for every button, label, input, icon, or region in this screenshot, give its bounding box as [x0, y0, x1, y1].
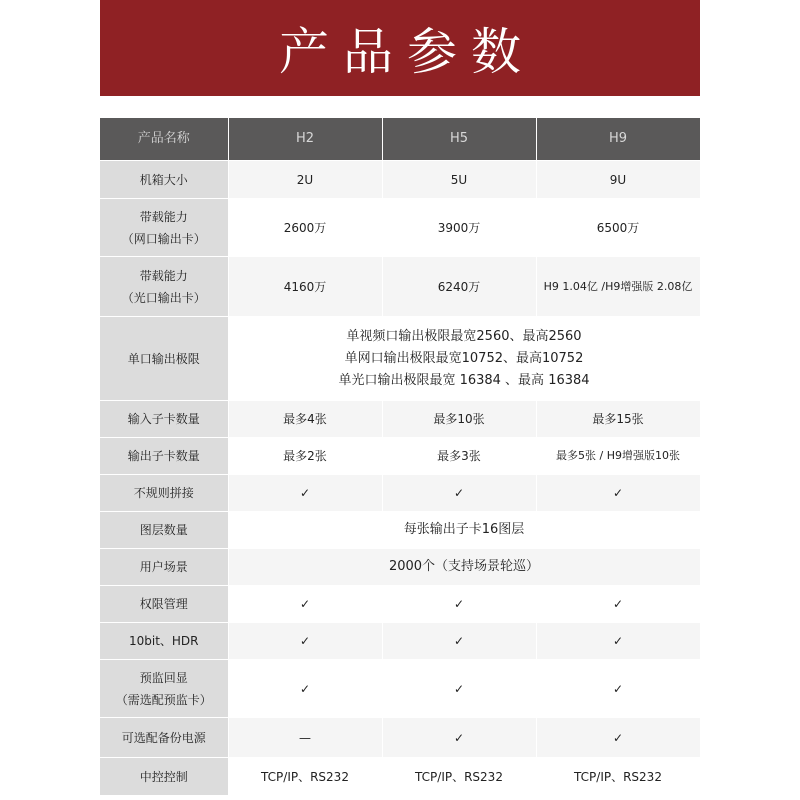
cell-merged: 每张输出子卡16图层	[228, 512, 700, 549]
check-icon: ✓	[536, 623, 700, 660]
check-icon: ✓	[536, 586, 700, 623]
check-icon: ✓	[536, 718, 700, 758]
table-row	[100, 623, 700, 660]
cell-value: 最多10张	[382, 401, 536, 438]
cell-value: 最多5张 / H9增强版10张	[536, 438, 700, 475]
table-row	[100, 257, 700, 317]
table-row	[100, 718, 700, 758]
cell-value: TCP/IP、RS232	[536, 758, 700, 796]
table-row	[100, 660, 700, 718]
column-header-h9: H9	[536, 118, 700, 161]
cell-merged	[228, 317, 700, 401]
table-row	[100, 401, 700, 438]
cell-value: 6500万	[536, 199, 700, 257]
cell-value: H9 1.04亿 /H9增强版 2.08亿	[536, 257, 700, 317]
cell-value: TCP/IP、RS232	[228, 758, 382, 796]
check-icon: ✓	[382, 586, 536, 623]
row-label: 输入子卡数量	[100, 401, 228, 438]
cell-value: 最多2张	[228, 438, 382, 475]
spec-table	[100, 118, 701, 796]
page-title: 产品参数	[279, 23, 535, 81]
table-row	[100, 438, 700, 475]
cell-value: 最多4张	[228, 401, 382, 438]
row-label-line: 带载能力	[139, 209, 188, 224]
cell-merged: 2000个（支持场景轮巡）	[228, 549, 700, 586]
cell-value: 4160万	[228, 257, 382, 317]
check-icon: ✓	[536, 660, 700, 718]
cell-value: 6240万	[382, 257, 536, 317]
table-row	[100, 317, 700, 401]
limit-line: 单网口输出极限最宽10752、最高10752	[344, 350, 584, 366]
check-icon: ✓	[382, 475, 536, 512]
check-icon: ✓	[228, 623, 382, 660]
cell-value: 5U	[382, 161, 536, 199]
cell-value: 2600万	[228, 199, 382, 257]
check-icon: ✓	[382, 660, 536, 718]
table-row	[100, 161, 700, 199]
row-label: 单口输出极限	[100, 317, 228, 401]
column-header-h5: H5	[382, 118, 536, 161]
table-row	[100, 199, 700, 257]
check-icon: ✓	[228, 660, 382, 718]
table-row	[100, 512, 700, 549]
row-label: 机箱大小	[100, 161, 228, 199]
title-banner	[100, 0, 700, 96]
table-row	[100, 758, 700, 796]
row-label: 不规则拼接	[100, 475, 228, 512]
table-row	[100, 549, 700, 586]
row-label: 中控控制	[100, 758, 228, 796]
cell-value: 2U	[228, 161, 382, 199]
row-label	[100, 199, 228, 257]
check-icon: ✓	[228, 475, 382, 512]
column-header-h2: H2	[228, 118, 382, 161]
limit-line: 单光口输出极限最宽 16384 、最高 16384	[338, 372, 590, 388]
table-header-row	[100, 118, 700, 161]
row-label-line: （网口输出卡）	[121, 231, 206, 246]
row-label-line: 带载能力	[139, 268, 188, 283]
limit-line: 单视频口输出极限最宽2560、最高2560	[346, 328, 582, 344]
row-label: 权限管理	[100, 586, 228, 623]
check-icon: ✓	[536, 475, 700, 512]
cell-value: 最多3张	[382, 438, 536, 475]
cell-value: 最多15张	[536, 401, 700, 438]
cell-value: TCP/IP、RS232	[382, 758, 536, 796]
row-label: 图层数量	[100, 512, 228, 549]
row-label-line: （光口输出卡）	[121, 290, 206, 305]
table-row	[100, 586, 700, 623]
table-row	[100, 475, 700, 512]
row-label: 输出子卡数量	[100, 438, 228, 475]
row-label: 可选配备份电源	[100, 718, 228, 758]
row-label	[100, 660, 228, 718]
cell-value: 9U	[536, 161, 700, 199]
column-header-name: 产品名称	[100, 118, 228, 161]
check-icon: ✓	[382, 718, 536, 758]
row-label: 10bit、HDR	[100, 623, 228, 660]
check-icon: ✓	[382, 623, 536, 660]
row-label-line: （需选配预监卡）	[115, 692, 212, 707]
row-label: 用户场景	[100, 549, 228, 586]
row-label	[100, 257, 228, 317]
row-label-line: 预监回显	[139, 670, 188, 685]
dash-icon: —	[228, 718, 382, 758]
cell-value: 3900万	[382, 199, 536, 257]
check-icon: ✓	[228, 586, 382, 623]
